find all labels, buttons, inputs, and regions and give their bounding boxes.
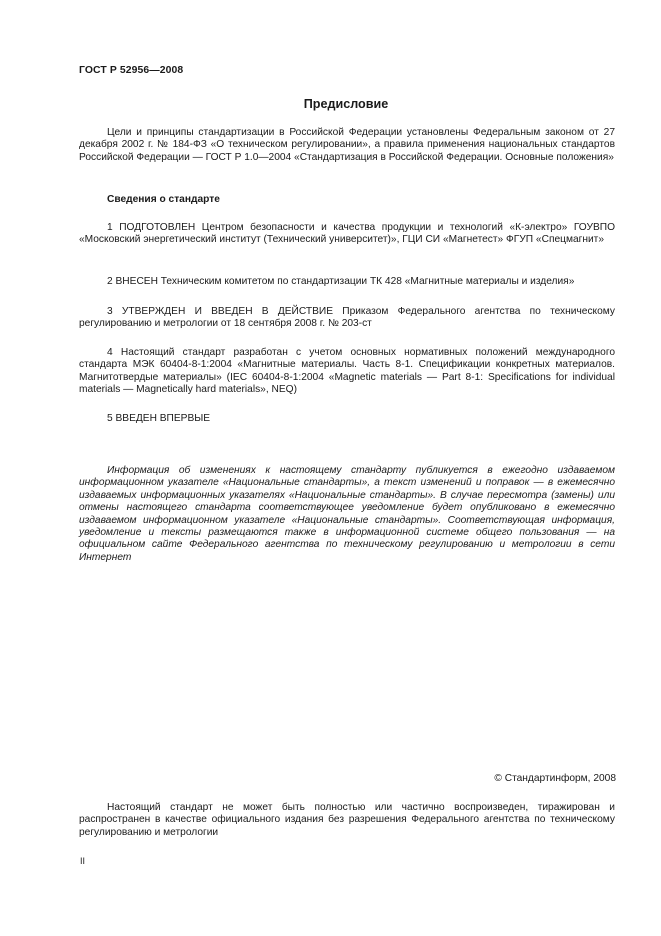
copyright-line: © Стандартинформ, 2008 <box>494 773 616 784</box>
notice-paragraph: Информация об изменениях к настоящему стандарту публикуется в ежегодно издаваемом информационном указателе «Национальные стандарты», а текст изменений и поправок — в ежемесячно издаваемых информационных указателях «Национальные стандарты». В случае пересмотра (замены) или отмены настоящего стандарта соответствующее уведомление будет опубликовано в ежемесячно издаваемом информационном указателе «Национальные стандарты». Соответствующая информация, уведомление и тексты размещаются также в информационной системе общего пользования — на официальном сайте Федерального агентства по техническому регулированию и метрологии в сети Интернет <box>79 465 615 563</box>
page-number: II <box>80 856 86 866</box>
subheading-standard-info: Сведения о стандарте <box>107 194 220 205</box>
document-number: ГОСТ Р 52956—2008 <box>79 65 184 76</box>
intro-paragraph: Цели и принципы стандартизации в Российской Федерации установлены Федеральным законом от 27 декабря 2002 г. № 184-ФЗ «О техническом регулировании», а правила применения национальных стандартов Российской Федерации — ГОСТ Р 1.0—2004 «Стандартизация в Российской Федерации. Основные положения» <box>79 127 615 163</box>
section-title: Предисловие <box>303 97 389 111</box>
item-1-prepared: 1 ПОДГОТОВЛЕН Центром безопасности и качества продукции и технологий «К-электро» ГОУВПО «Московский энергетический институт (Технический университет)», ГЦИ СИ «Магнетест» ФГУП «Спецмагнит» <box>79 222 615 246</box>
item-5-first-time: 5 ВВЕДЕН ВПЕРВЫЕ <box>107 413 211 424</box>
item-4-developed: 4 Настоящий стандарт разработан с учетом основных нормативных положений международного стандарта МЭК 60404-8-1:2004 «Магнитные материалы. Часть 8-1. Спецификации конкретных материалов. Магнитотвердые материалы» (IEC 60404-8-1:2004 «Magnetic materials — Part 8-1: Specifications for individual materials — Magnetically hard materials», NEQ) <box>79 347 615 396</box>
item-3-approved: 3 УТВЕРЖДЕН И ВВЕДЕН В ДЕЙСТВИЕ Приказом Федерального агентства по техническому регулированию и метрологии от 18 сентября 2008 г. № 203-ст <box>79 306 615 330</box>
reproduction-notice: Настоящий стандарт не может быть полностью или частично воспроизведен, тиражирован и распространен в качестве официального издания без разрешения Федерального агентства по техническому регулированию и метрологии <box>79 802 615 838</box>
item-2-introduced: 2 ВНЕСЕН Техническим комитетом по стандартизации ТК 428 «Магнитные материалы и изделия» <box>107 276 575 287</box>
